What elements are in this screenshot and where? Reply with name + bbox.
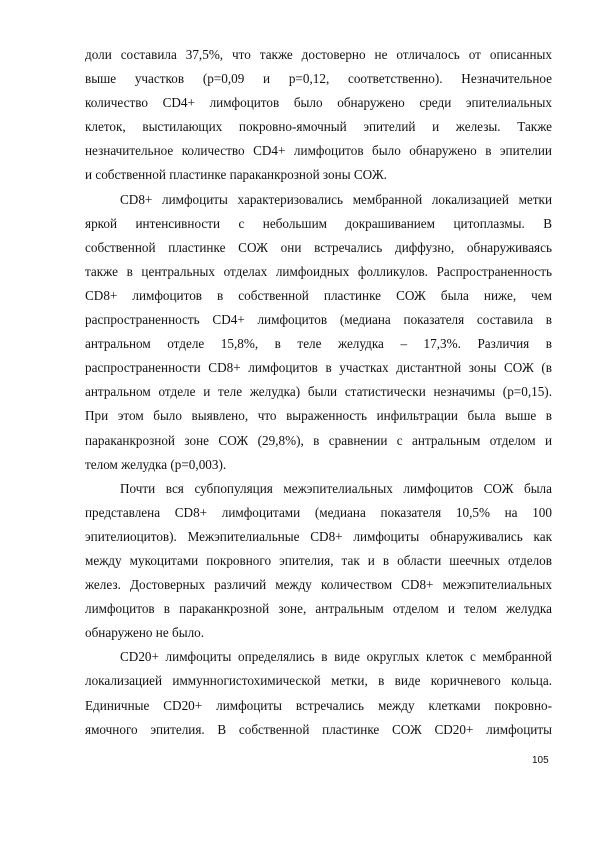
text-line: антральном отделе 15,8%, в теле желудка – 17,3%. Различия в bbox=[85, 336, 552, 352]
text-line: доли составила 37,5%, что также достоверно не отличалось от описанных bbox=[85, 47, 552, 62]
text-line: также в центральных отделах лимфоидных фолликулов. Распространенность bbox=[85, 263, 552, 279]
text-line: локализацией иммунногистохимической метки, в виде коричневого кольца. bbox=[85, 673, 552, 689]
paragraph-first-line: CD8+ лимфоциты характеризовались мембранной локализацией метки bbox=[120, 191, 552, 207]
text-line: лимфоцитов в параканкрозной зоне, антральным отделом и телом желудка bbox=[85, 601, 552, 617]
text-line: распространенность CD4+ лимфоцитов (медиана показателя составила в bbox=[85, 312, 552, 328]
text-line: При этом было выявлено, что выраженность инфильтрации была выше в bbox=[85, 408, 552, 424]
text-line: и собственной пластинке параканкрозной зоны СОЖ. bbox=[85, 167, 387, 183]
text-line: антральном отделе и теле желудка) были статистически незначимы (р=0,15). bbox=[85, 384, 552, 400]
text-line: собственной пластинке СОЖ они встречались диффузно, обнаруживаясь bbox=[85, 239, 552, 255]
paragraph-first-line: Почти вся субпопуляция межэпителиальных лимфоцитов СОЖ была bbox=[120, 480, 552, 496]
text-line: параканкрозной зоне СОЖ (29,8%), в сравнении с антральным отделом и bbox=[85, 432, 552, 448]
text-line: Единичные CD20+ лимфоциты встречались между клетками покровно- bbox=[85, 697, 552, 713]
text-line: телом желудка (р=0,003). bbox=[85, 456, 227, 472]
text-line: распространенности CD8+ лимфоцитов в участках дистантной зоны СОЖ (в bbox=[85, 360, 552, 376]
text-line: ямочного эпителия. В собственной пластинке СОЖ CD20+ лимфоциты bbox=[85, 721, 552, 737]
text-line: клеток, выстилающих покровно-ямочный эпителий и железы. Также bbox=[85, 119, 552, 135]
text-line: желез. Достоверных различий между количеством CD8+ межэпителиальных bbox=[85, 577, 552, 593]
page-number: 105 bbox=[532, 755, 549, 766]
text-line: между мукоцитами покровного эпителия, так и в области шеечных отделов bbox=[85, 552, 552, 568]
text-line: обнаружено не было. bbox=[85, 625, 205, 641]
body-text bbox=[85, 43, 552, 742]
text-line: незначительное количество CD4+ лимфоцитов было обнаружено в эпителии bbox=[85, 143, 552, 159]
text-line: яркой интенсивности с небольшим докрашиванием цитоплазмы. В bbox=[85, 215, 552, 231]
text-line: эпителиоцитов). Межэпителиальные CD8+ лимфоциты обнаруживались как bbox=[85, 528, 552, 544]
text-line: представлена CD8+ лимфоцитами (медиана показателя 10,5% на 100 bbox=[85, 504, 552, 520]
text-line: выше участков (р=0,09 и р=0,12, соответственно). Незначительное bbox=[85, 71, 552, 87]
text-line: количество CD4+ лимфоцитов было обнаружено среди эпителиальных bbox=[85, 95, 552, 111]
text-line: CD8+ лимфоцитов в собственной пластинке СОЖ была ниже, чем bbox=[85, 287, 552, 303]
paragraph-first-line: CD20+ лимфоциты определялись в виде округлых клеток с мембранной bbox=[120, 649, 552, 665]
